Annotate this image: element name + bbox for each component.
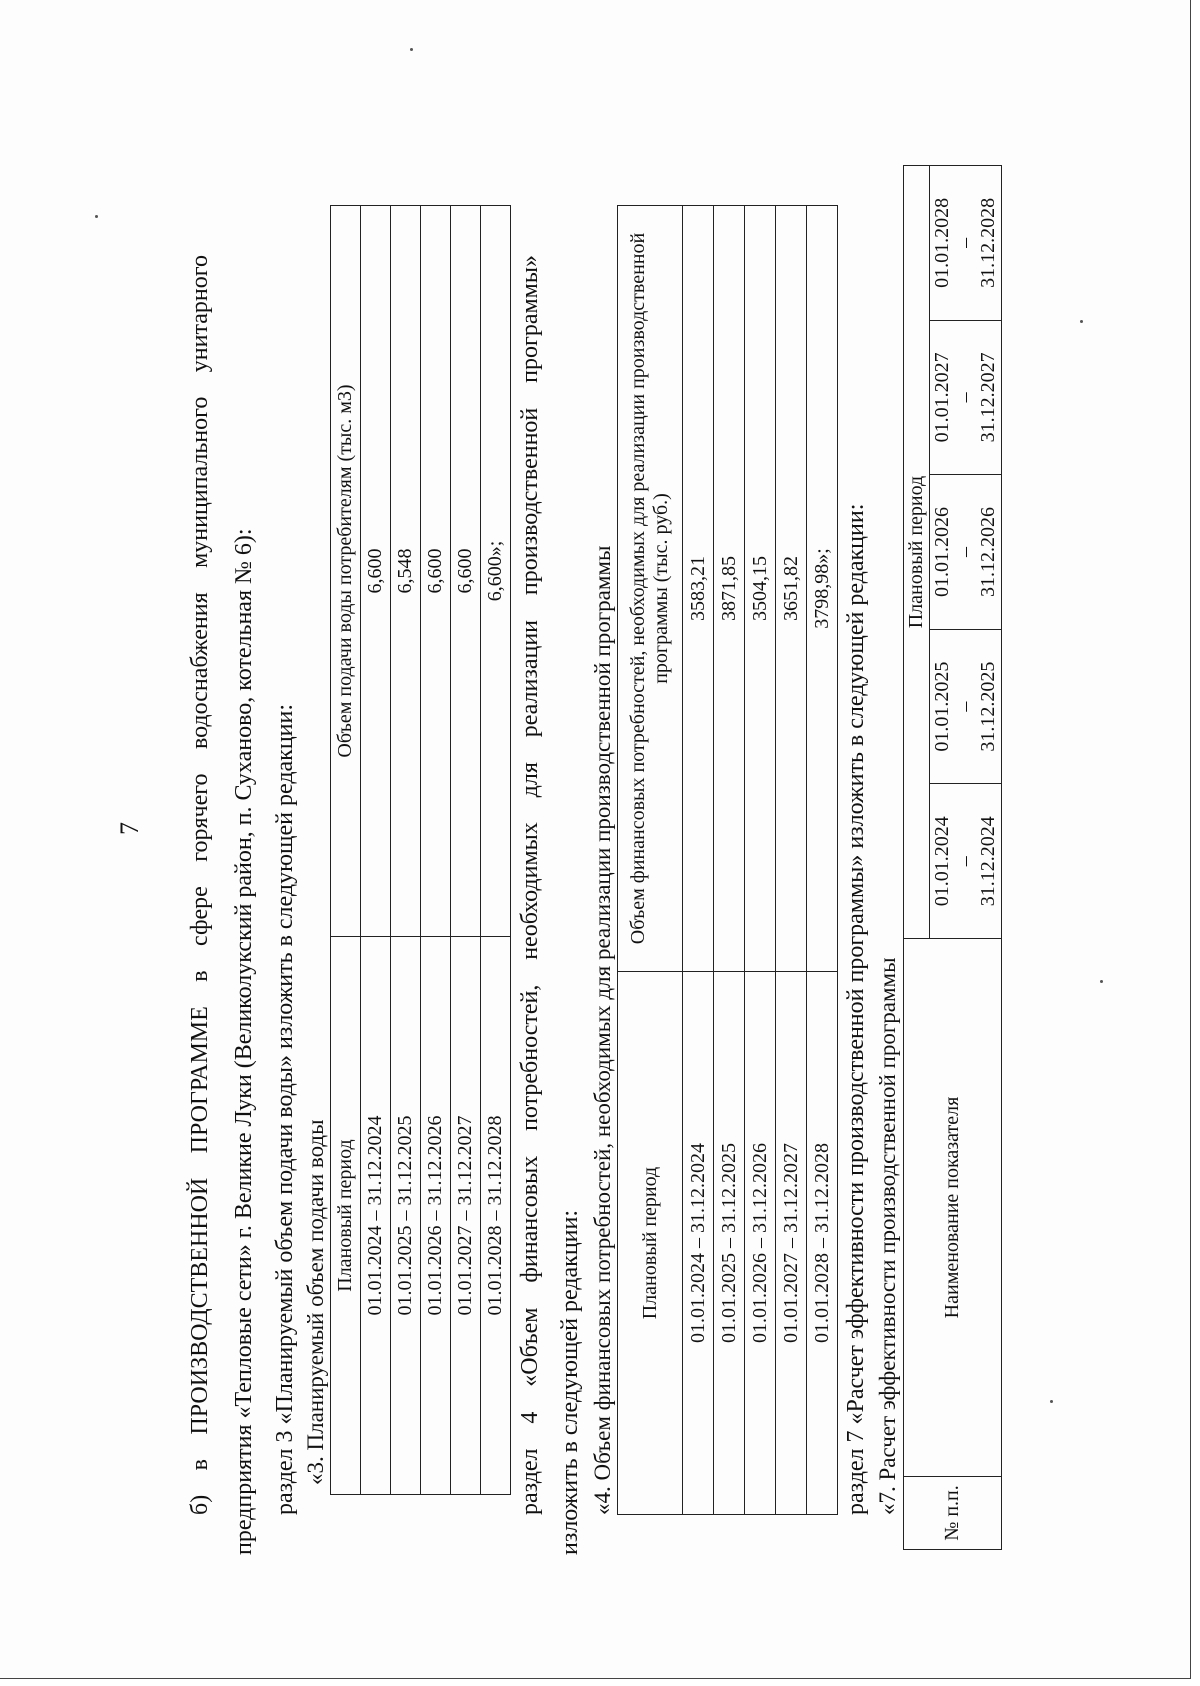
section7-caption: «7. Расчет эффективности производственной программы <box>875 957 900 1515</box>
period-cell: 01.01.2026 – 31.12.2026 <box>930 475 1002 630</box>
value-cell: 6,600 <box>451 206 481 937</box>
num-header-cell: № п.п. <box>904 1477 1002 1550</box>
scan-speck <box>1080 320 1083 323</box>
table-row <box>481 206 511 1495</box>
section4-intro-2: изложить в следующей редакции: <box>557 1209 583 1555</box>
table-row <box>391 206 421 1495</box>
value-cell: 3504,15 <box>745 206 776 972</box>
section7-table <box>903 165 1002 1550</box>
rotated-content <box>115 55 1045 1555</box>
name-header-cell: Наименование показателя <box>904 939 1002 1477</box>
period-cell: 01.01.2027 – 31.12.2027 <box>930 320 1002 475</box>
value-cell: 3583,21 <box>683 206 714 972</box>
value-cell: 6,600»; <box>481 206 511 937</box>
period-cell: 01.01.2028 – 31.12.2028 <box>481 937 511 1495</box>
table-row <box>421 206 451 1495</box>
period-cell: 01.01.2026 – 31.12.2026 <box>421 937 451 1495</box>
period-cell: 01.01.2024 – 31.12.2024 <box>361 937 391 1495</box>
period-cell: 01.01.2027 – 31.12.2027 <box>776 972 807 1515</box>
table-row <box>714 206 745 1515</box>
header-cell: Плановый период <box>618 972 683 1515</box>
period-cell: 01.01.2028 – 31.12.2028 <box>930 166 1002 321</box>
period-cell: 01.01.2025 – 31.12.2025 <box>930 629 1002 784</box>
value-cell: 3798,98»; <box>807 206 838 972</box>
scan-speck <box>1100 980 1103 983</box>
table-row <box>807 206 838 1515</box>
table-row <box>776 206 807 1515</box>
intro-line-1: б) в ПРОИЗВОДСТВЕННОЙ ПРОГРАММЕ в сфере горячего водоснабжения муниципального унитарного <box>187 255 213 1515</box>
header-cell: Объем финансовых потребностей, необходимых для реализации производственной программы (тыс. руб.) <box>618 206 683 972</box>
period-cell: 01.01.2024 – 31.12.2024 <box>930 784 1002 939</box>
header-cell: Плановый период <box>331 937 361 1495</box>
intro-line-2: предприятия «Тепловые сети» г. Великие Луки (Великолукский район, п. Суханово, котельная № 6): <box>231 528 257 1555</box>
section4-caption: «4. Объем финансовых потребностей, необходимых для реализации производственной программы <box>590 545 615 1515</box>
intro-line-3: раздел 3 «Планируемый объем подачи воды» изложить в следующей редакции: <box>272 703 298 1515</box>
period-cell: 01.01.2025 – 31.12.2025 <box>391 937 421 1495</box>
section4-intro-1: раздел 4 «Объем финансовых потребностей, необходимых для реализации производственной программы» <box>517 255 543 1515</box>
period-cell: 01.01.2024 – 31.12.2024 <box>683 972 714 1515</box>
table-header-row <box>904 166 930 1550</box>
value-cell: 6,548 <box>391 206 421 937</box>
period-cell: 01.01.2025 – 31.12.2025 <box>714 972 745 1515</box>
period-cell: 01.01.2026 – 31.12.2026 <box>745 972 776 1515</box>
value-cell: 6,600 <box>361 206 391 937</box>
table-header-row <box>618 206 683 1515</box>
section4-table <box>617 205 838 1515</box>
value-cell: 3871,85 <box>714 206 745 972</box>
header-cell: Объем подачи воды потребителям (тыс. м3) <box>331 206 361 937</box>
page-number: 7 <box>115 822 144 835</box>
table-row <box>683 206 714 1515</box>
section3-table <box>330 205 511 1495</box>
period-header-cell: Плановый период <box>904 166 930 939</box>
table-row <box>745 206 776 1515</box>
value-cell: 6,600 <box>421 206 451 937</box>
table-header-row <box>331 206 361 1495</box>
scan-speck <box>410 48 413 51</box>
section3-caption: «3. Планируемый объем подачи воды <box>303 1119 328 1485</box>
scan-speck <box>1050 1400 1053 1403</box>
value-cell: 3651,82 <box>776 206 807 972</box>
period-cell: 01.01.2027 – 31.12.2027 <box>451 937 481 1495</box>
table-row <box>361 206 391 1495</box>
period-cell: 01.01.2028 – 31.12.2028 <box>807 972 838 1515</box>
scan-speck <box>95 215 98 218</box>
section7-intro: раздел 7 «Расчет эффективности производственной программы» изложить в следующей редакции: <box>843 503 869 1515</box>
table-row <box>451 206 481 1495</box>
